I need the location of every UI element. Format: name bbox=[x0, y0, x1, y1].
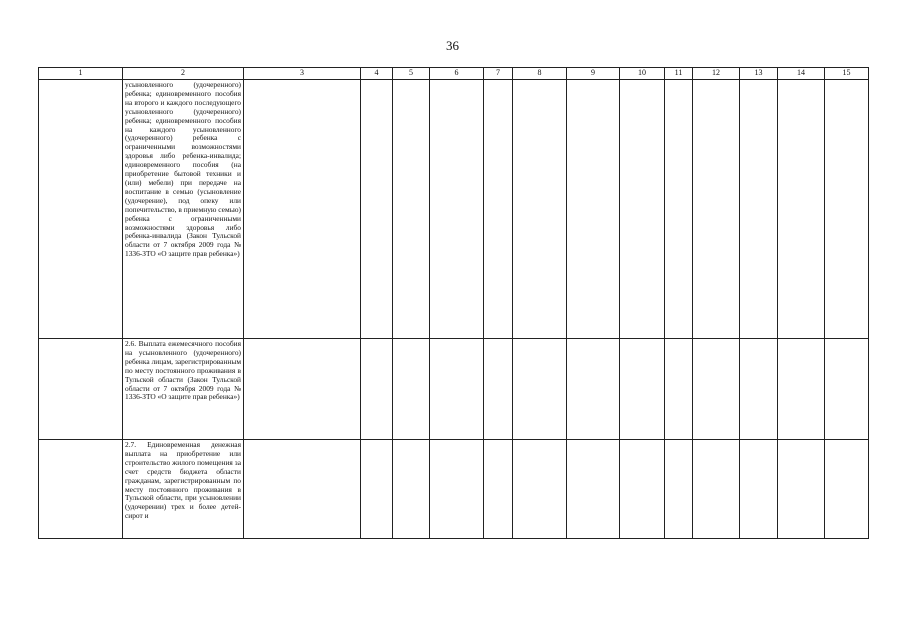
column-number-row bbox=[39, 68, 869, 80]
table-cell bbox=[620, 339, 665, 440]
table-cell bbox=[393, 80, 430, 339]
column-header: 1 bbox=[39, 68, 123, 80]
column-header: 10 bbox=[620, 68, 665, 80]
table-cell bbox=[825, 440, 869, 539]
table-cell bbox=[620, 80, 665, 339]
column-header: 4 bbox=[361, 68, 393, 80]
table-cell bbox=[39, 80, 123, 339]
table-cell bbox=[484, 80, 513, 339]
table-cell bbox=[778, 440, 825, 539]
column-header: 6 bbox=[430, 68, 484, 80]
table-cell bbox=[393, 440, 430, 539]
table-cell bbox=[484, 440, 513, 539]
table-cell bbox=[361, 80, 393, 339]
page-number: 36 bbox=[446, 38, 459, 53]
table-row bbox=[39, 80, 869, 339]
table-cell bbox=[361, 440, 393, 539]
table-cell bbox=[693, 440, 740, 539]
table-cell bbox=[39, 339, 123, 440]
table-cell bbox=[825, 339, 869, 440]
table-cell bbox=[393, 339, 430, 440]
table-cell bbox=[567, 339, 620, 440]
column-header: 14 bbox=[778, 68, 825, 80]
table-cell bbox=[740, 80, 778, 339]
table-cell bbox=[778, 339, 825, 440]
column-header: 11 bbox=[665, 68, 693, 80]
column-header: 8 bbox=[513, 68, 567, 80]
table-cell bbox=[665, 80, 693, 339]
column-header: 5 bbox=[393, 68, 430, 80]
row-description: усыновленного (удочеренного) ребенка; единовременного пособия на второго и каждого последующего усыновленного (удочеренного) ребенка; единовременного пособия на каждого усыновленного (удочеренного) ребенка с ограниченными возможностями здоровья либо ребенка-инвалида; единовременного пособия (на приобретение бытовой техники и (или) мебели) при передаче на воспитание в семью (усыновление (удочерение), под опеку или попечительство, в приемную семью) ребенка с ограниченными возможностями здоровья либо ребенка-инвалида (Закон Тульской области от 7 октября 2009 года № 1336-ЗТО «О защите прав ребенка») bbox=[125, 80, 241, 259]
column-header: 15 bbox=[825, 68, 869, 80]
column-header: 3 bbox=[244, 68, 361, 80]
column-header: 12 bbox=[693, 68, 740, 80]
table-cell bbox=[244, 339, 361, 440]
table-cell bbox=[513, 80, 567, 339]
table-cell bbox=[620, 440, 665, 539]
table-cell bbox=[567, 440, 620, 539]
table-cell bbox=[567, 80, 620, 339]
column-header: 7 bbox=[484, 68, 513, 80]
table-row bbox=[39, 339, 869, 440]
table-cell bbox=[693, 339, 740, 440]
table-cell bbox=[244, 80, 361, 339]
row-description: 2.7. Единовременная денежная выплата на приобретение или строительство жилого помещения за счет средств бюджета области гражданам, зарегистрированным по месту постоянного проживания в Тульской области, при усыновлении (удочерении) трех и более детей-сирот и bbox=[125, 440, 241, 521]
table-cell bbox=[740, 440, 778, 539]
table-cell bbox=[513, 440, 567, 539]
table-cell bbox=[693, 80, 740, 339]
table-cell bbox=[430, 80, 484, 339]
table-cell bbox=[665, 440, 693, 539]
table-cell-description bbox=[123, 339, 244, 440]
table-cell bbox=[484, 339, 513, 440]
column-header: 13 bbox=[740, 68, 778, 80]
table-cell bbox=[430, 440, 484, 539]
table-cell bbox=[430, 339, 484, 440]
column-header: 2 bbox=[123, 68, 244, 80]
data-table bbox=[38, 67, 869, 539]
table-cell bbox=[244, 440, 361, 539]
column-header: 9 bbox=[567, 68, 620, 80]
table-cell bbox=[825, 80, 869, 339]
table-cell-description bbox=[123, 440, 244, 539]
table-cell bbox=[740, 339, 778, 440]
table-cell bbox=[39, 440, 123, 539]
table-cell bbox=[361, 339, 393, 440]
table-cell bbox=[778, 80, 825, 339]
table-cell bbox=[665, 339, 693, 440]
table-cell-description bbox=[123, 80, 244, 339]
table-cell bbox=[513, 339, 567, 440]
row-description: 2.6. Выплата ежемесячного пособия на усыновленного (удочеренного) ребенка лицам, зарегистрированным по месту постоянного проживания в Тульской области (Закон Тульской области от 7 октября 2009 года № 1336-ЗТО «О защите прав ребенка») bbox=[125, 339, 241, 402]
table-row bbox=[39, 440, 869, 539]
